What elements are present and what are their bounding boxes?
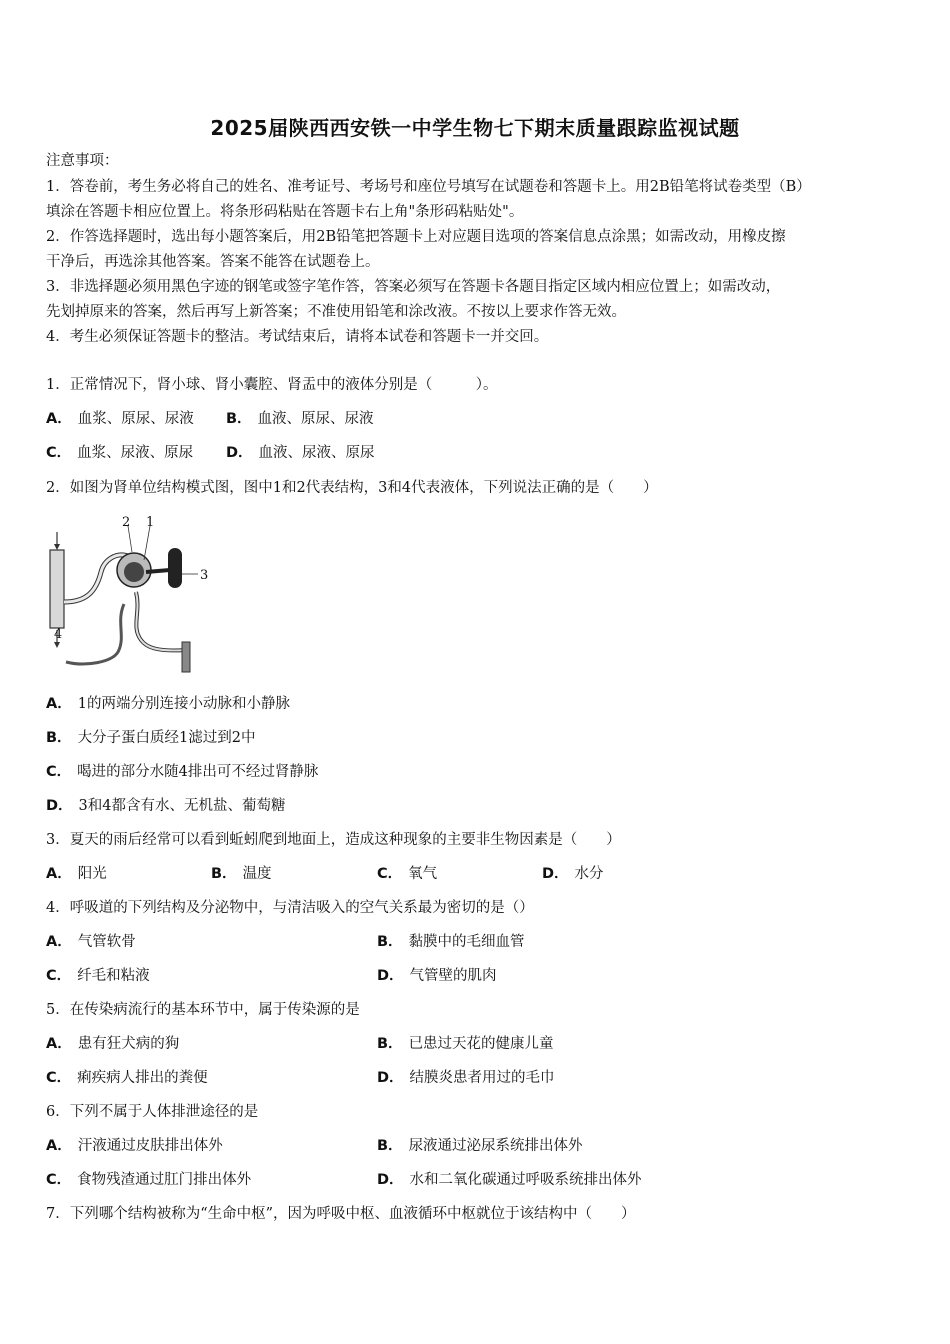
q2-option-d[interactable]	[46, 796, 286, 816]
q1-option-c[interactable]	[46, 443, 193, 463]
option-text: 食物残渣通过肛门排出体外	[77, 1172, 252, 1188]
option-label: D．	[377, 968, 404, 984]
option-text: 已患过天花的健康儿童	[408, 1036, 554, 1052]
option-text: 大分子蛋白质经1滤过到2中	[77, 730, 256, 746]
q4-option-a[interactable]	[46, 932, 136, 952]
option-label: C．	[46, 1172, 72, 1188]
q6-option-a[interactable]	[46, 1136, 223, 1156]
option-label: B．	[377, 1138, 403, 1154]
q5-option-b[interactable]	[377, 1034, 554, 1054]
option-text: 血液、原尿、尿液	[257, 411, 374, 427]
pipe	[182, 642, 190, 672]
option-label: A．	[46, 696, 72, 712]
option-text: 3和4都含有水、无机盐、葡萄糖	[78, 798, 286, 814]
afferent-vessel	[146, 570, 170, 572]
question-6-stem: 6．下列不属于人体排泄途径的是	[46, 1104, 259, 1120]
q6-option-d[interactable]	[377, 1170, 642, 1190]
q6-option-b[interactable]	[377, 1136, 583, 1156]
q2-option-b[interactable]	[46, 728, 256, 748]
option-label: A．	[46, 866, 72, 882]
option-label: A．	[46, 1036, 72, 1052]
q5-option-a[interactable]	[46, 1034, 179, 1054]
question-1-stem: 1．正常情况下，肾小球、肾小囊腔、肾盂中的液体分别是（ ）。	[46, 377, 498, 393]
exam-title: 2025届陕西西安铁一中学生物七下期末质量跟踪监视试题	[210, 116, 740, 140]
q5-option-d[interactable]	[377, 1068, 555, 1088]
option-text: 纤毛和粘液	[77, 968, 150, 984]
option-text: 氧气	[408, 866, 438, 882]
notice-line: 干净后，再选涂其他答案。答案不能答在试题卷上。	[46, 254, 380, 270]
option-label: B．	[377, 1036, 403, 1052]
q3-option-d[interactable]	[542, 864, 604, 884]
figure-label-3: 3	[200, 568, 209, 583]
q2-option-a[interactable]	[46, 694, 290, 714]
option-label: C．	[377, 866, 403, 882]
option-text: 汗液通过皮肤排出体外	[77, 1138, 223, 1154]
notice-heading: 注意事项：	[46, 153, 119, 169]
q4-option-b[interactable]	[377, 932, 525, 952]
option-label: C．	[46, 445, 72, 461]
figure-label-4: 4	[54, 627, 63, 642]
question-5-stem: 5．在传染病流行的基本环节中，属于传染源的是	[46, 1002, 360, 1018]
q3-option-a[interactable]	[46, 864, 107, 884]
notice-line: 2．作答选择题时，选出每小题答案后，用2B铅笔把答题卡上对应题目选项的答案信息点涂黑；如需改动，用橡皮擦	[46, 229, 786, 245]
collecting-duct	[50, 550, 64, 628]
q3-option-c[interactable]	[377, 864, 437, 884]
outflow-arrowhead	[54, 642, 60, 648]
option-text: 血浆、原尿、尿液	[77, 411, 194, 427]
question-7-stem: 7．下列哪个结构被称为“生命中枢”，因为呼吸中枢、血液循环中枢就位于该结构中（ ）	[46, 1206, 636, 1222]
option-text: 温度	[242, 866, 272, 882]
q3-option-b[interactable]	[211, 864, 272, 884]
figure-label-2: 2	[122, 515, 131, 530]
q4-option-c[interactable]	[46, 966, 150, 986]
q1-option-a[interactable]	[46, 409, 194, 429]
option-text: 喝进的部分水随4排出可不经过肾静脉	[77, 764, 319, 780]
q6-option-c[interactable]	[46, 1170, 251, 1190]
notice-line: 1．答卷前，考生务必将自己的姓名、准考证号、考场号和座位号填写在试题卷和答题卡上。用2B铅笔将试卷类型（B）	[46, 179, 811, 195]
notice-line: 先划掉原来的答案，然后再写上新答案；不准使用铅笔和涂改液。不按以上要求作答无效。	[46, 304, 626, 320]
option-label: B．	[46, 730, 72, 746]
q2-option-c[interactable]	[46, 762, 318, 782]
capillary	[66, 604, 124, 664]
option-text: 尿液通过泌尿系统排出体外	[408, 1138, 583, 1154]
option-text: 气管壁的肌肉	[409, 968, 497, 984]
option-label: C．	[46, 1070, 72, 1086]
tubule-loop-lumen	[136, 592, 186, 650]
option-text: 血浆、尿液、原尿	[77, 445, 194, 461]
option-label: D．	[377, 1172, 404, 1188]
option-text: 水和二氧化碳通过呼吸系统排出体外	[409, 1172, 642, 1188]
q1-option-b[interactable]	[226, 409, 374, 429]
option-label: D．	[377, 1070, 404, 1086]
q4-option-d[interactable]	[377, 966, 497, 986]
q1-option-d[interactable]	[226, 443, 375, 463]
question-2-stem: 2．如图为肾单位结构模式图，图中1和2代表结构，3和4代表液体，下列说法正确的是（ ）	[46, 480, 658, 496]
leader-line-1	[144, 526, 150, 560]
option-label: C．	[46, 968, 72, 984]
option-label: B．	[377, 934, 403, 950]
notice-line: 4．考生必须保证答题卡的整洁。考试结束后，请将本试卷和答题卡一并交回。	[46, 329, 549, 345]
option-text: 痢疾病人排出的粪便	[77, 1070, 208, 1086]
question-3-stem: 3．夏天的雨后经常可以看到蚯蚓爬到地面上，造成这种现象的主要非生物因素是（ ）	[46, 832, 621, 848]
option-label: A．	[46, 934, 72, 950]
option-text: 水分	[574, 866, 604, 882]
glomerulus	[124, 562, 144, 582]
option-text: 血液、尿液、原尿	[258, 445, 375, 461]
q5-option-c[interactable]	[46, 1068, 208, 1088]
inflow-arrowhead	[54, 544, 60, 550]
notice-line: 填涂在答题卡相应位置上。将条形码粘贴在答题卡右上角"条形码粘贴处"。	[46, 204, 524, 220]
option-label: B．	[226, 411, 252, 427]
figure-label-1: 1	[146, 515, 155, 530]
option-text: 结膜炎患者用过的毛巾	[409, 1070, 555, 1086]
option-label: A．	[46, 1138, 72, 1154]
option-label: D．	[46, 798, 73, 814]
option-label: A．	[46, 411, 72, 427]
option-text: 阳光	[77, 866, 107, 882]
notice-line: 3．非选择题必须用黑色字迹的钢笔或签字笔作答，答案必须写在答题卡各题目指定区域内相应位置上；如需改动，	[46, 279, 781, 295]
option-label: B．	[211, 866, 237, 882]
nephron-diagram	[46, 512, 216, 677]
option-label: C．	[46, 764, 72, 780]
option-label: D．	[542, 866, 569, 882]
option-text: 黏膜中的毛细血管	[408, 934, 525, 950]
option-text: 气管软骨	[77, 934, 136, 950]
question-4-stem: 4．呼吸道的下列结构及分泌物中，与清洁吸入的空气关系最为密切的是（）	[46, 900, 534, 916]
option-label: D．	[226, 445, 253, 461]
blood-vessel	[168, 548, 182, 588]
option-text: 患有狂犬病的狗	[77, 1036, 180, 1052]
option-text: 1的两端分别连接小动脉和小静脉	[77, 696, 290, 712]
